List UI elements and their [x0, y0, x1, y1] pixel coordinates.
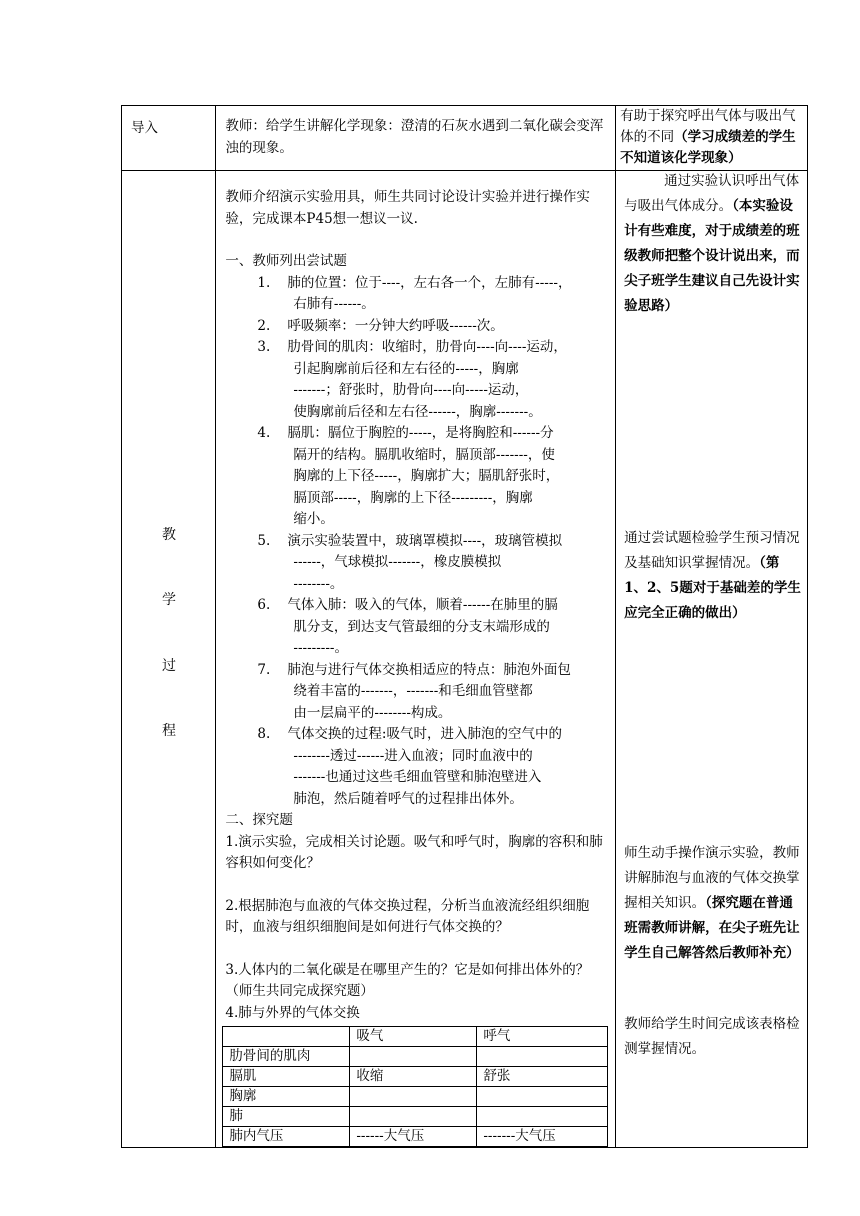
- trial-question: [225, 423, 607, 531]
- section2-title: 二、探究题: [225, 812, 293, 828]
- note-trial-normal: 通过尝试题检验学生预习情况及基础知识掌握情况。: [624, 530, 800, 571]
- section1-title: 一、教师列出尝试题: [225, 253, 347, 269]
- note-table: 教师给学生时间完成该表格检测掌握情况。: [624, 1016, 800, 1057]
- trial-question-number: 6.: [257, 597, 271, 613]
- intro-note: [616, 106, 807, 169]
- trial-question-number: 2.: [257, 317, 271, 334]
- trial-question-line: 肋骨间的肌肉：收缩时，肋骨向----向----运动，: [287, 339, 567, 355]
- trial-question: [225, 273, 607, 316]
- gas-table-cell: 肺内气压: [223, 1127, 350, 1147]
- gas-table-cell: [350, 1107, 477, 1127]
- process-label-char-3: 过: [162, 658, 176, 674]
- intro-paragraph: 教师介绍演示实验用具，师生共同讨论设计实验并进行操作实验，完成课本P45想一想议一议.: [225, 189, 590, 227]
- trial-question: [225, 531, 607, 596]
- gas-table-row: [223, 1087, 608, 1107]
- trial-question-number: 4.: [257, 425, 271, 441]
- gas-exchange-table: [222, 1026, 608, 1147]
- gas-table-cell: -------大气压: [477, 1127, 608, 1147]
- explore-question-3: 3.人体内的二氧化碳是在哪里产生的？它是如何排出体外的？: [225, 961, 590, 978]
- trial-question-line: --------透过------进入血液；同时血液中的: [293, 747, 533, 764]
- lesson-plan-table: [121, 105, 808, 1148]
- process-label-char-4: 程: [162, 723, 176, 739]
- trial-question-line: -------也通过这些毛细血管壁和肺泡壁进入: [293, 769, 542, 785]
- trial-question-line: 气体入肺：吸入的气体，顺着------在肺里的膈: [287, 597, 558, 613]
- gas-table-row: [223, 1127, 608, 1147]
- trial-question-line: 使胸廓前后径和左右径------，胸廓-------。: [293, 403, 542, 420]
- trial-question-line: 右肺有------。: [293, 296, 375, 312]
- trial-question-number: 8.: [257, 726, 271, 742]
- intro-note-cell: [616, 106, 808, 171]
- gas-table-cell: 吸气: [350, 1027, 477, 1047]
- trial-question-number: 5.: [257, 532, 271, 549]
- explore-question-1: 1.演示实验，完成相关讨论题。吸气和呼气时，胸廓的容积和肺容积如何变化？: [225, 833, 603, 871]
- gas-table-cell: 舒张: [477, 1067, 608, 1087]
- trial-question-line: 膈顶部-----，胸廓的上下径---------，胸廓: [293, 489, 533, 506]
- trial-question-line: 肺泡与进行气体交换相适应的特点：肺泡外面包: [287, 661, 571, 678]
- trial-question-line: --------。: [293, 575, 344, 592]
- trial-question-line: -------；舒张时，肋骨向----向-----运动，: [293, 382, 529, 398]
- trial-question: [225, 724, 607, 810]
- intro-label-cell: [122, 106, 216, 171]
- intro-note-bold: （学习成绩差的学生不知道该化学现象）: [620, 129, 796, 166]
- gas-table-cell: 呼气: [477, 1027, 608, 1047]
- gas-table-row: [223, 1107, 608, 1127]
- intro-content: 教师：给学生讲解化学现象：澄清的石灰水遇到二氧化碳会变浑浊的现象。: [225, 118, 604, 156]
- trial-question: [225, 660, 607, 725]
- note-explore-normal: 师生动手操作演示实验，教师讲解肺泡与血液的气体交换掌握相关知识。: [624, 845, 800, 911]
- trial-question-line: 肌分支，到达支气管最细的分支末端形成的: [293, 618, 550, 635]
- trial-question-line: 呼吸频率：一分钟大约呼吸------次。: [287, 317, 504, 334]
- trial-question-line: ------，气球模拟-------，橡皮膜模拟: [293, 554, 502, 570]
- explore-question-2: 2.根据肺泡与血液的气体交换过程，分析当血液流经组织细胞时，血液与组织细胞间是如何进行气体交换的？: [225, 897, 590, 935]
- gas-table-cell: 肺: [223, 1107, 350, 1127]
- process-row: [122, 171, 808, 1148]
- process-label-char-1: 教: [162, 527, 176, 543]
- explore-question-3-note: （师生共同完成探究题）: [225, 983, 374, 999]
- gas-table-cell: 膈肌: [223, 1067, 350, 1087]
- gas-table-cell: [477, 1087, 608, 1107]
- gas-table-cell: 收缩: [350, 1067, 477, 1087]
- trial-question-line: 绕着丰富的-------，-------和毛细血管壁都: [293, 683, 533, 699]
- note-trial: [624, 526, 802, 626]
- trial-question-list: [225, 273, 607, 811]
- trial-question-line: 演示实验装置中，玻璃罩模拟----，玻璃管模拟: [287, 532, 563, 549]
- note-experiment: [624, 169, 802, 319]
- gas-table-cell: [477, 1107, 608, 1127]
- trial-question-number: 1.: [257, 274, 271, 291]
- trial-question-line: 胸廓的上下径-----，胸廓扩大；膈肌舒张时，: [293, 468, 560, 484]
- trial-question: [225, 595, 607, 660]
- trial-question-line: ---------。: [293, 640, 348, 656]
- trial-question-line: 隔开的结构。膈肌收缩时，膈顶部-------，使: [293, 446, 555, 463]
- trial-question-line: 引起胸廓前后径和左右径的-----，胸廓: [293, 360, 519, 377]
- trial-question-line: 气体交换的过程:吸气时，进入肺泡的空气中的: [287, 726, 562, 742]
- gas-table-cell: [477, 1047, 608, 1067]
- trial-question-line: 肺的位置：位于----，左右各一个，左肺有-----，: [287, 274, 572, 291]
- process-label-char-2: 学: [162, 592, 176, 608]
- note-explore-bold: （探究题在普通班需教师讲解，在尖子班先让学生自己解答然后教师补充）: [624, 895, 800, 961]
- gas-table-header-row: [223, 1027, 608, 1047]
- note-experiment-bold: （本实验设计有些难度，对于成绩差的班级教师把整个设计说出来，而尖子班学生建议自己先设计实验思路）: [624, 198, 800, 314]
- process-content: [216, 171, 615, 1147]
- note-experiment-normal: 通过实验认识呼出气体与吸出气体成分。: [624, 173, 800, 214]
- gas-table-cell: [223, 1027, 350, 1047]
- intro-row: [122, 106, 808, 171]
- trial-question-number: 7.: [257, 661, 271, 678]
- trial-question-line: 膈肌：膈位于胸腔的-----，是将胸腔和------分: [287, 425, 554, 441]
- intro-content-cell: [216, 106, 616, 171]
- gas-table-cell: 肋骨间的肌肉: [223, 1047, 350, 1067]
- gas-table-cell: ------大气压: [350, 1127, 477, 1147]
- trial-question-number: 3.: [257, 339, 271, 355]
- trial-question-line: 缩小。: [293, 511, 334, 527]
- gas-table-row: [223, 1047, 608, 1067]
- process-label-cell: [122, 171, 216, 1148]
- gas-table-cell: [350, 1087, 477, 1107]
- trial-question: [225, 316, 607, 338]
- intro-note-normal: 有助于探究呼出气体与吸出气体的不同: [620, 108, 796, 145]
- gas-table-row: [223, 1067, 608, 1087]
- trial-question-line: 由一层扁平的--------构成。: [293, 704, 452, 721]
- process-notes-cell: [616, 171, 808, 1148]
- gas-table-cell: 胸廓: [223, 1087, 350, 1107]
- intro-label: 导入: [131, 120, 158, 136]
- note-explore: [624, 841, 802, 966]
- gas-table-cell: [350, 1047, 477, 1067]
- process-content-cell: [216, 171, 616, 1148]
- note-trial-bold: （第1、2、5题对于基础差的学生应完全正确的做出）: [624, 555, 801, 621]
- trial-question-line: 肺泡，然后随着呼气的过程排出体外。: [293, 790, 523, 807]
- trial-question: [225, 337, 607, 423]
- explore-question-4: 4.肺与外界的气体交换: [225, 1004, 360, 1021]
